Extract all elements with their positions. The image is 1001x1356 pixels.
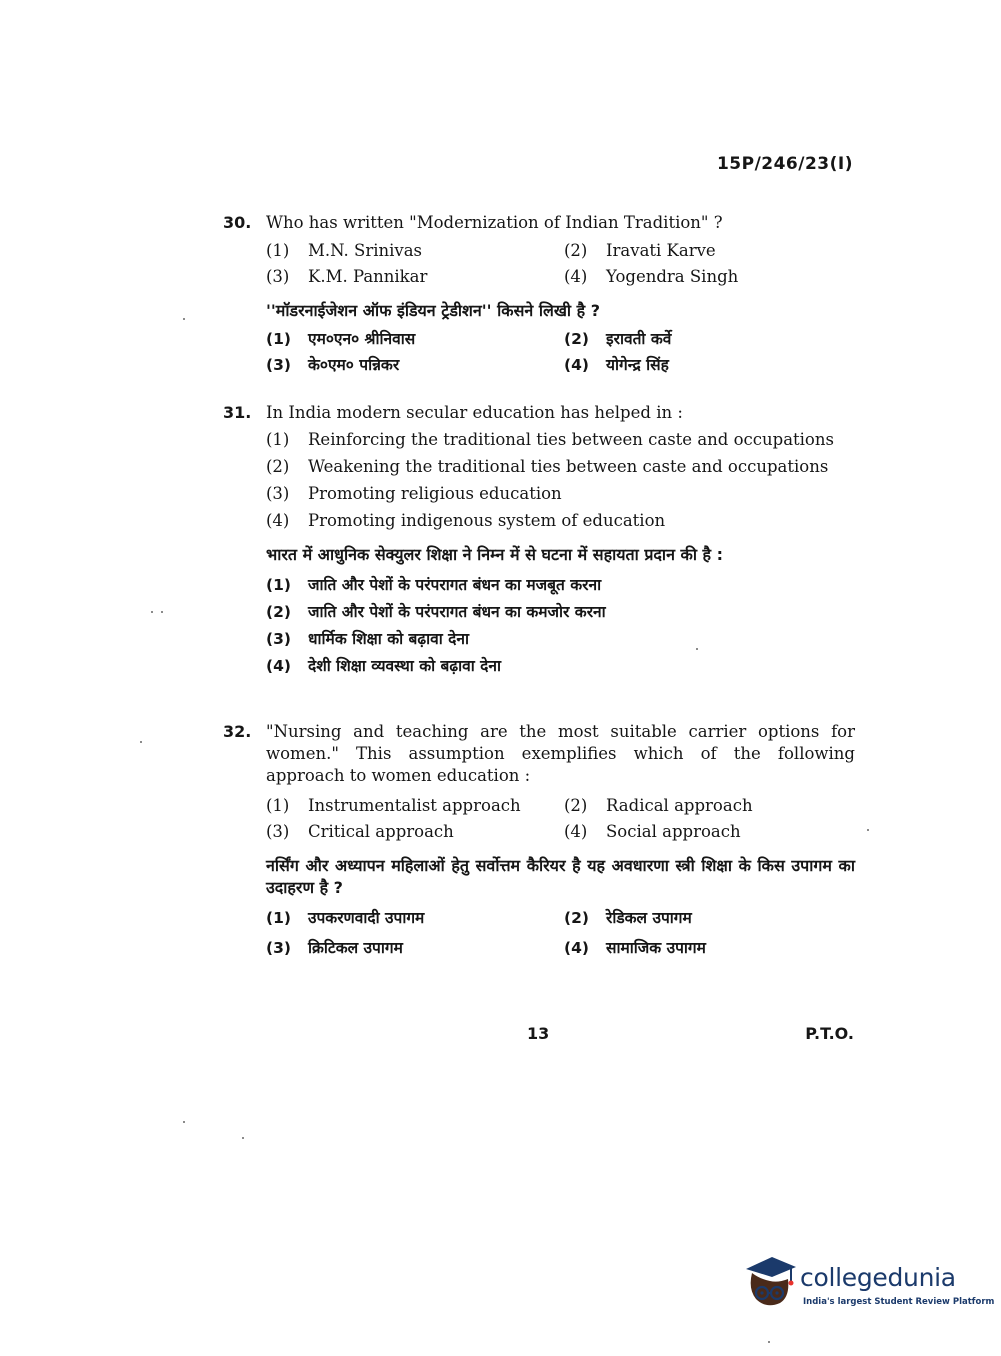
option: (1) एम०एन० श्रीनिवास bbox=[266, 330, 416, 348]
scan-speck bbox=[161, 611, 163, 613]
option: (1) उपकरणवादी उपागम bbox=[266, 909, 425, 927]
question-text-hi: भारत में आधुनिक सेक्युलर शिक्षा ने निम्न में से घटना में सहायता प्रदान की है : bbox=[266, 545, 723, 564]
scan-speck bbox=[242, 1137, 244, 1139]
options-hi bbox=[266, 907, 855, 959]
option: (4) देशी शिक्षा व्यवस्था को बढ़ावा देना bbox=[266, 657, 501, 675]
question-text-hi: नर्सिंग और अध्यापन महिलाओं हेतु सर्वोत्तम कैरियर है यह अवधारणा स्त्री शिक्षा के किस उपागम का उदाहरण है ? bbox=[266, 856, 855, 897]
logo-tagline: India's largest Student Review Platform bbox=[803, 1297, 995, 1307]
scan-speck bbox=[696, 648, 698, 650]
option: (3) के०एम० पन्निकर bbox=[266, 356, 400, 374]
question-number: 30. bbox=[223, 213, 252, 232]
option: (4) Yogendra Singh bbox=[564, 267, 739, 286]
option: (1) Instrumentalist approach bbox=[266, 796, 521, 815]
question-text-en: In India modern secular education has helped in : bbox=[266, 403, 683, 422]
option: (2) रेडिकल उपागम bbox=[564, 909, 692, 927]
logo-name: collegedunia bbox=[800, 1263, 956, 1292]
options-hi bbox=[266, 328, 855, 376]
options-hi bbox=[266, 574, 855, 677]
option: (4) सामाजिक उपागम bbox=[564, 939, 706, 957]
option: (2) Weakening the traditional ties between caste and occupations bbox=[266, 457, 829, 476]
question-text-hi: ''मॉडरनाईजेशन ऑफ इंडियन ट्रेडीशन'' किसने लिखी है ? bbox=[266, 301, 600, 320]
option: (3) Promoting religious education bbox=[266, 484, 562, 503]
option: (3) K.M. Pannikar bbox=[266, 267, 428, 286]
option: (4) योगेन्द्र सिंह bbox=[564, 356, 669, 374]
option: (2) Radical approach bbox=[564, 796, 753, 815]
collegedunia-logo bbox=[742, 1253, 995, 1313]
option: (1) M.N. Srinivas bbox=[266, 241, 423, 260]
paper-code: 15P/246/23(I) bbox=[716, 154, 853, 174]
option: (4) Promoting indigenous system of education bbox=[266, 511, 666, 530]
question-text-en: "Nursing and teaching are the most suitable carrier options for women." This assumption exemplifies which of the following approach to women education : bbox=[266, 722, 855, 785]
question-text-en: Who has written "Modernization of Indian Tradition" ? bbox=[266, 213, 723, 232]
student-mascot-icon bbox=[742, 1253, 798, 1311]
option: (2) इरावती कर्वे bbox=[564, 330, 672, 348]
pto-label: P.T.O. bbox=[805, 1024, 854, 1043]
question-number: 32. bbox=[223, 722, 252, 741]
option: (1) जाति और पेशों के परंपरागत बंधन का मजबूत करना bbox=[266, 576, 602, 594]
option: (3) Critical approach bbox=[266, 822, 454, 841]
scan-speck bbox=[140, 741, 142, 743]
option: (3) क्रिटिकल उपागम bbox=[266, 939, 403, 957]
options-en bbox=[266, 429, 855, 532]
option: (3) धार्मिक शिक्षा को बढ़ावा देना bbox=[266, 630, 469, 648]
options-en bbox=[266, 795, 855, 843]
question-32 bbox=[223, 721, 855, 959]
options-en bbox=[266, 240, 855, 288]
question-30 bbox=[223, 212, 855, 376]
question-number: 31. bbox=[223, 403, 252, 422]
option: (2) Iravati Karve bbox=[564, 241, 716, 260]
option: (4) Social approach bbox=[564, 822, 741, 841]
scan-speck bbox=[151, 611, 153, 613]
page-number: 13 bbox=[527, 1024, 550, 1043]
scan-speck bbox=[183, 318, 185, 320]
scan-speck bbox=[183, 1121, 185, 1123]
option: (2) जाति और पेशों के परंपरागत बंधन का कमजोर करना bbox=[266, 603, 606, 621]
option: (1) Reinforcing the traditional ties between caste and occupations bbox=[266, 430, 834, 449]
scan-speck bbox=[867, 829, 869, 831]
scan-speck bbox=[768, 1341, 770, 1343]
question-31 bbox=[223, 402, 855, 677]
